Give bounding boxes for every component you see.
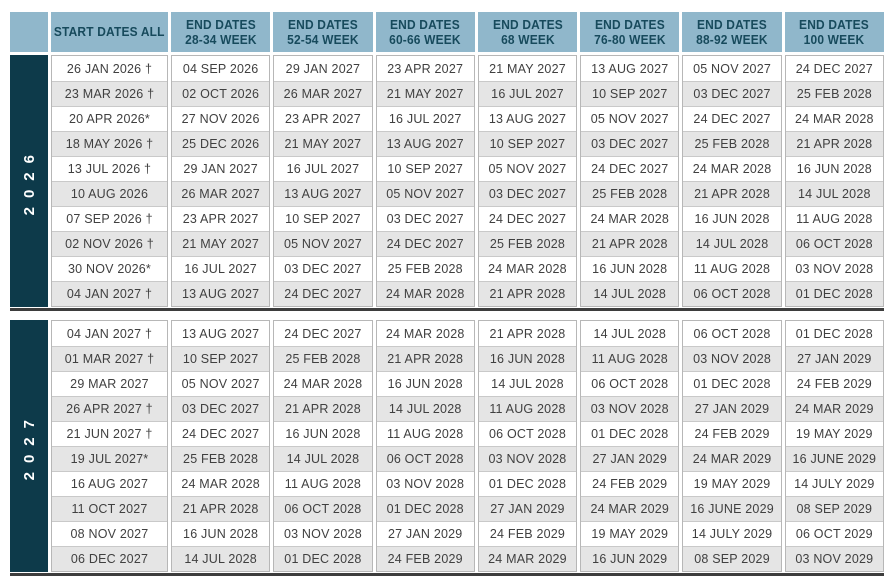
header-label-line2: 100 WEEK bbox=[804, 32, 865, 47]
header-end-dates-60-66-week bbox=[376, 12, 475, 52]
date-cell: 06 OCT 2028 bbox=[683, 281, 780, 306]
date-cell: 14 JUL 2028 bbox=[581, 281, 678, 306]
header-end-dates-52-54-week bbox=[273, 12, 372, 52]
date-cell: 13 AUG 2027 bbox=[172, 321, 269, 346]
header-label-line1: START DATES ALL bbox=[54, 24, 165, 40]
date-cell: 14 JULY 2029 bbox=[786, 471, 883, 496]
header-label-line2: 76-80 WEEK bbox=[593, 32, 666, 47]
column-end-dates-60-66-week bbox=[376, 55, 475, 307]
header-end-dates-100-week bbox=[785, 12, 884, 52]
date-cell: 19 JUL 2027* bbox=[52, 446, 167, 471]
header-label-line1: END DATES bbox=[799, 16, 870, 32]
date-cell: 26 MAR 2027 bbox=[172, 181, 269, 206]
date-cell: 13 AUG 2027 bbox=[274, 181, 371, 206]
date-cell: 13 AUG 2027 bbox=[172, 281, 269, 306]
header-label-line1: END DATES bbox=[390, 16, 461, 32]
date-cell: 21 APR 2028 bbox=[479, 281, 576, 306]
column-end-dates-68-week bbox=[478, 320, 577, 572]
date-cell: 25 FEB 2028 bbox=[274, 346, 371, 371]
date-cell: 21 JUN 2027 † bbox=[52, 421, 167, 446]
date-cell: 25 FEB 2028 bbox=[786, 81, 883, 106]
date-cell: 24 DEC 2027 bbox=[786, 56, 883, 81]
date-cell: 24 MAR 2028 bbox=[377, 281, 474, 306]
date-cell: 05 NOV 2027 bbox=[683, 56, 780, 81]
header-label-end-dates-28-34-week bbox=[185, 17, 257, 48]
header-label-line1: END DATES bbox=[492, 16, 563, 32]
date-cell: 11 AUG 2028 bbox=[274, 471, 371, 496]
date-cell: 03 DEC 2027 bbox=[274, 256, 371, 281]
date-cell: 16 JUN 2029 bbox=[581, 546, 678, 571]
date-cell: 01 DEC 2028 bbox=[683, 371, 780, 396]
date-cell: 16 JUNE 2029 bbox=[786, 446, 883, 471]
date-cell: 20 APR 2026* bbox=[52, 106, 167, 131]
date-cell: 01 DEC 2028 bbox=[377, 496, 474, 521]
date-cell: 24 FEB 2029 bbox=[786, 371, 883, 396]
date-cell: 06 OCT 2028 bbox=[683, 321, 780, 346]
date-cell: 21 MAY 2027 bbox=[377, 81, 474, 106]
date-cell: 21 MAY 2027 bbox=[479, 56, 576, 81]
date-cell: 21 MAY 2027 bbox=[274, 131, 371, 156]
date-cell: 01 DEC 2028 bbox=[786, 281, 883, 306]
date-cell: 11 AUG 2028 bbox=[581, 346, 678, 371]
table-header-row bbox=[10, 12, 884, 52]
column-end-dates-88-92-week bbox=[682, 320, 781, 572]
course-dates-table bbox=[10, 12, 884, 576]
date-cell: 29 JAN 2027 bbox=[274, 56, 371, 81]
year-label: 2027 bbox=[20, 411, 38, 481]
date-cell: 23 APR 2027 bbox=[274, 106, 371, 131]
header-label-line2: 60-66 WEEK bbox=[389, 32, 462, 47]
header-label-line2: 52-54 WEEK bbox=[287, 32, 359, 47]
header-label-line1: END DATES bbox=[185, 16, 256, 32]
date-cell: 25 FEB 2028 bbox=[479, 231, 576, 256]
date-cell: 24 MAR 2029 bbox=[479, 546, 576, 571]
date-cell: 26 MAR 2027 bbox=[274, 81, 371, 106]
date-cell: 01 DEC 2028 bbox=[274, 546, 371, 571]
date-cell: 04 JAN 2027 † bbox=[52, 321, 167, 346]
column-end-dates-68-week bbox=[478, 55, 577, 307]
column-start-dates-all bbox=[51, 320, 168, 572]
header-label-line1: END DATES bbox=[287, 16, 358, 32]
date-cell: 24 MAR 2028 bbox=[683, 156, 780, 181]
date-cell: 24 MAR 2028 bbox=[479, 256, 576, 281]
date-cell: 21 MAY 2027 bbox=[172, 231, 269, 256]
date-cell: 03 NOV 2028 bbox=[377, 471, 474, 496]
date-cell: 11 AUG 2028 bbox=[377, 421, 474, 446]
date-cell: 07 SEP 2026 † bbox=[52, 206, 167, 231]
date-cell: 05 NOV 2027 bbox=[172, 371, 269, 396]
date-cell: 03 NOV 2028 bbox=[479, 446, 576, 471]
header-end-dates-28-34-week bbox=[171, 12, 270, 52]
column-end-dates-76-80-week bbox=[580, 320, 679, 572]
header-label-end-dates-60-66-week bbox=[389, 17, 461, 48]
column-end-dates-100-week bbox=[785, 55, 884, 307]
header-end-dates-76-80-week bbox=[580, 12, 679, 52]
date-cell: 24 MAR 2029 bbox=[683, 446, 780, 471]
header-label-start-dates-all bbox=[54, 24, 165, 39]
date-cell: 14 JULY 2029 bbox=[683, 521, 780, 546]
date-cell: 24 DEC 2027 bbox=[479, 206, 576, 231]
date-cell: 04 JAN 2027 † bbox=[52, 281, 167, 306]
date-cell: 24 MAR 2028 bbox=[581, 206, 678, 231]
date-cell: 01 DEC 2028 bbox=[786, 321, 883, 346]
date-cell: 27 JAN 2029 bbox=[683, 396, 780, 421]
header-label-line2: 28-34 WEEK bbox=[184, 32, 257, 47]
date-cell: 27 NOV 2026 bbox=[172, 106, 269, 131]
date-cell: 18 MAY 2026 † bbox=[52, 131, 167, 156]
date-cell: 16 JUN 2028 bbox=[786, 156, 883, 181]
date-cell: 24 MAR 2028 bbox=[786, 106, 883, 131]
date-cell: 03 DEC 2027 bbox=[683, 81, 780, 106]
date-cell: 27 JAN 2029 bbox=[581, 446, 678, 471]
date-cell: 10 AUG 2026 bbox=[52, 181, 167, 206]
date-cell: 06 DEC 2027 bbox=[52, 546, 167, 571]
date-cell: 24 MAR 2028 bbox=[274, 371, 371, 396]
date-cell: 08 SEP 2029 bbox=[683, 546, 780, 571]
date-cell: 14 JUL 2028 bbox=[377, 396, 474, 421]
date-cell: 16 JUL 2027 bbox=[479, 81, 576, 106]
date-cell: 05 NOV 2027 bbox=[479, 156, 576, 181]
date-cell: 10 SEP 2027 bbox=[274, 206, 371, 231]
date-cell: 03 NOV 2029 bbox=[786, 546, 883, 571]
date-cell: 05 NOV 2027 bbox=[274, 231, 371, 256]
header-label-end-dates-68-week bbox=[493, 17, 563, 48]
date-cell: 24 DEC 2027 bbox=[377, 231, 474, 256]
date-cell: 25 FEB 2028 bbox=[683, 131, 780, 156]
date-cell: 06 OCT 2029 bbox=[786, 521, 883, 546]
date-cell: 10 SEP 2027 bbox=[377, 156, 474, 181]
date-cell: 06 OCT 2028 bbox=[377, 446, 474, 471]
date-cell: 11 OCT 2027 bbox=[52, 496, 167, 521]
date-cell: 27 JAN 2029 bbox=[377, 521, 474, 546]
date-cell: 25 FEB 2028 bbox=[581, 181, 678, 206]
date-cell: 27 JAN 2029 bbox=[786, 346, 883, 371]
date-cell: 14 JUL 2028 bbox=[581, 321, 678, 346]
date-cell: 24 DEC 2027 bbox=[274, 321, 371, 346]
date-cell: 04 SEP 2026 bbox=[172, 56, 269, 81]
date-cell: 23 APR 2027 bbox=[172, 206, 269, 231]
date-cell: 21 APR 2028 bbox=[786, 131, 883, 156]
date-cell: 21 APR 2028 bbox=[274, 396, 371, 421]
date-cell: 25 FEB 2028 bbox=[172, 446, 269, 471]
date-cell: 14 JUL 2028 bbox=[274, 446, 371, 471]
date-cell: 23 APR 2027 bbox=[377, 56, 474, 81]
header-label-line2: 88-92 WEEK bbox=[696, 32, 768, 47]
date-cell: 21 APR 2028 bbox=[683, 181, 780, 206]
year-band-2026 bbox=[10, 55, 48, 307]
column-end-dates-100-week bbox=[785, 320, 884, 572]
date-cell: 11 AUG 2028 bbox=[683, 256, 780, 281]
date-cell: 10 SEP 2027 bbox=[172, 346, 269, 371]
date-cell: 19 MAY 2029 bbox=[683, 471, 780, 496]
date-cell: 13 JUL 2026 † bbox=[52, 156, 167, 181]
header-label-line1: END DATES bbox=[697, 16, 767, 32]
section-divider bbox=[10, 308, 884, 311]
date-cell: 03 DEC 2027 bbox=[479, 181, 576, 206]
date-cell: 06 OCT 2028 bbox=[479, 421, 576, 446]
header-end-dates-88-92-week bbox=[682, 12, 781, 52]
date-cell: 08 SEP 2029 bbox=[786, 496, 883, 521]
date-cell: 06 OCT 2028 bbox=[786, 231, 883, 256]
date-cell: 03 NOV 2028 bbox=[274, 521, 371, 546]
date-cell: 16 JUN 2028 bbox=[377, 371, 474, 396]
header-corner-cell bbox=[10, 12, 48, 52]
date-cell: 11 AUG 2028 bbox=[786, 206, 883, 231]
header-label-end-dates-76-80-week bbox=[594, 17, 666, 48]
column-end-dates-60-66-week bbox=[376, 320, 475, 572]
date-cell: 24 FEB 2029 bbox=[581, 471, 678, 496]
header-label-end-dates-52-54-week bbox=[287, 17, 359, 48]
date-cell: 14 JUL 2028 bbox=[172, 546, 269, 571]
date-cell: 26 JAN 2026 † bbox=[52, 56, 167, 81]
date-cell: 21 APR 2028 bbox=[479, 321, 576, 346]
year-section-2026 bbox=[10, 55, 884, 307]
date-cell: 01 DEC 2028 bbox=[479, 471, 576, 496]
date-cell: 24 MAR 2028 bbox=[377, 321, 474, 346]
table-body bbox=[10, 55, 884, 576]
date-cell: 08 NOV 2027 bbox=[52, 521, 167, 546]
date-cell: 24 DEC 2027 bbox=[274, 281, 371, 306]
date-cell: 03 NOV 2028 bbox=[786, 256, 883, 281]
date-cell: 29 MAR 2027 bbox=[52, 371, 167, 396]
date-cell: 03 DEC 2027 bbox=[172, 396, 269, 421]
header-end-dates-68-week bbox=[478, 12, 577, 52]
section-divider bbox=[10, 573, 884, 576]
date-cell: 10 SEP 2027 bbox=[581, 81, 678, 106]
date-cell: 11 AUG 2028 bbox=[479, 396, 576, 421]
column-end-dates-88-92-week bbox=[682, 55, 781, 307]
date-cell: 06 OCT 2028 bbox=[274, 496, 371, 521]
date-cell: 21 APR 2028 bbox=[172, 496, 269, 521]
column-end-dates-28-34-week bbox=[171, 55, 270, 307]
date-cell: 16 JUNE 2029 bbox=[683, 496, 780, 521]
date-cell: 05 NOV 2027 bbox=[581, 106, 678, 131]
header-label-line2: 68 WEEK bbox=[500, 32, 555, 47]
date-cell: 16 JUL 2027 bbox=[172, 256, 269, 281]
year-label: 2026 bbox=[20, 146, 38, 216]
date-cell: 16 AUG 2027 bbox=[52, 471, 167, 496]
date-cell: 16 JUN 2028 bbox=[683, 206, 780, 231]
date-cell: 21 APR 2028 bbox=[377, 346, 474, 371]
date-cell: 03 DEC 2027 bbox=[581, 131, 678, 156]
column-end-dates-76-80-week bbox=[580, 55, 679, 307]
date-cell: 21 APR 2028 bbox=[581, 231, 678, 256]
date-cell: 13 AUG 2027 bbox=[581, 56, 678, 81]
date-cell: 16 JUN 2028 bbox=[172, 521, 269, 546]
year-band-2027 bbox=[10, 320, 48, 572]
date-cell: 16 JUN 2028 bbox=[581, 256, 678, 281]
column-end-dates-28-34-week bbox=[171, 320, 270, 572]
column-start-dates-all bbox=[51, 55, 168, 307]
column-end-dates-52-54-week bbox=[273, 55, 372, 307]
year-section-2027 bbox=[10, 320, 884, 572]
date-cell: 03 NOV 2028 bbox=[683, 346, 780, 371]
date-cell: 01 MAR 2027 † bbox=[52, 346, 167, 371]
date-cell: 24 DEC 2027 bbox=[683, 106, 780, 131]
date-cell: 23 MAR 2026 † bbox=[52, 81, 167, 106]
date-cell: 14 JUL 2028 bbox=[479, 371, 576, 396]
date-cell: 13 AUG 2027 bbox=[377, 131, 474, 156]
date-cell: 24 MAR 2028 bbox=[172, 471, 269, 496]
header-label-end-dates-100-week bbox=[799, 17, 869, 48]
date-cell: 30 NOV 2026* bbox=[52, 256, 167, 281]
date-cell: 03 NOV 2028 bbox=[581, 396, 678, 421]
date-cell: 26 APR 2027 † bbox=[52, 396, 167, 421]
date-cell: 29 JAN 2027 bbox=[172, 156, 269, 181]
date-cell: 03 DEC 2027 bbox=[377, 206, 474, 231]
date-cell: 19 MAY 2029 bbox=[581, 521, 678, 546]
date-cell: 10 SEP 2027 bbox=[479, 131, 576, 156]
date-cell: 27 JAN 2029 bbox=[479, 496, 576, 521]
date-cell: 24 FEB 2029 bbox=[377, 546, 474, 571]
date-cell: 16 JUL 2027 bbox=[274, 156, 371, 181]
date-cell: 25 FEB 2028 bbox=[377, 256, 474, 281]
date-cell: 16 JUN 2028 bbox=[274, 421, 371, 446]
date-cell: 24 MAR 2029 bbox=[581, 496, 678, 521]
date-cell: 25 DEC 2026 bbox=[172, 131, 269, 156]
date-cell: 24 DEC 2027 bbox=[172, 421, 269, 446]
date-cell: 14 JUL 2028 bbox=[683, 231, 780, 256]
date-cell: 24 DEC 2027 bbox=[581, 156, 678, 181]
header-start-dates-all bbox=[51, 12, 168, 52]
date-cell: 02 NOV 2026 † bbox=[52, 231, 167, 256]
date-cell: 14 JUL 2028 bbox=[786, 181, 883, 206]
date-cell: 13 AUG 2027 bbox=[479, 106, 576, 131]
column-end-dates-52-54-week bbox=[273, 320, 372, 572]
date-cell: 16 JUN 2028 bbox=[479, 346, 576, 371]
date-cell: 24 FEB 2029 bbox=[683, 421, 780, 446]
date-cell: 02 OCT 2026 bbox=[172, 81, 269, 106]
date-cell: 24 MAR 2029 bbox=[786, 396, 883, 421]
date-cell: 19 MAY 2029 bbox=[786, 421, 883, 446]
header-label-end-dates-88-92-week bbox=[696, 17, 768, 48]
date-cell: 16 JUL 2027 bbox=[377, 106, 474, 131]
date-cell: 24 FEB 2029 bbox=[479, 521, 576, 546]
date-cell: 05 NOV 2027 bbox=[377, 181, 474, 206]
date-cell: 01 DEC 2028 bbox=[581, 421, 678, 446]
date-cell: 06 OCT 2028 bbox=[581, 371, 678, 396]
header-label-line1: END DATES bbox=[594, 16, 665, 32]
